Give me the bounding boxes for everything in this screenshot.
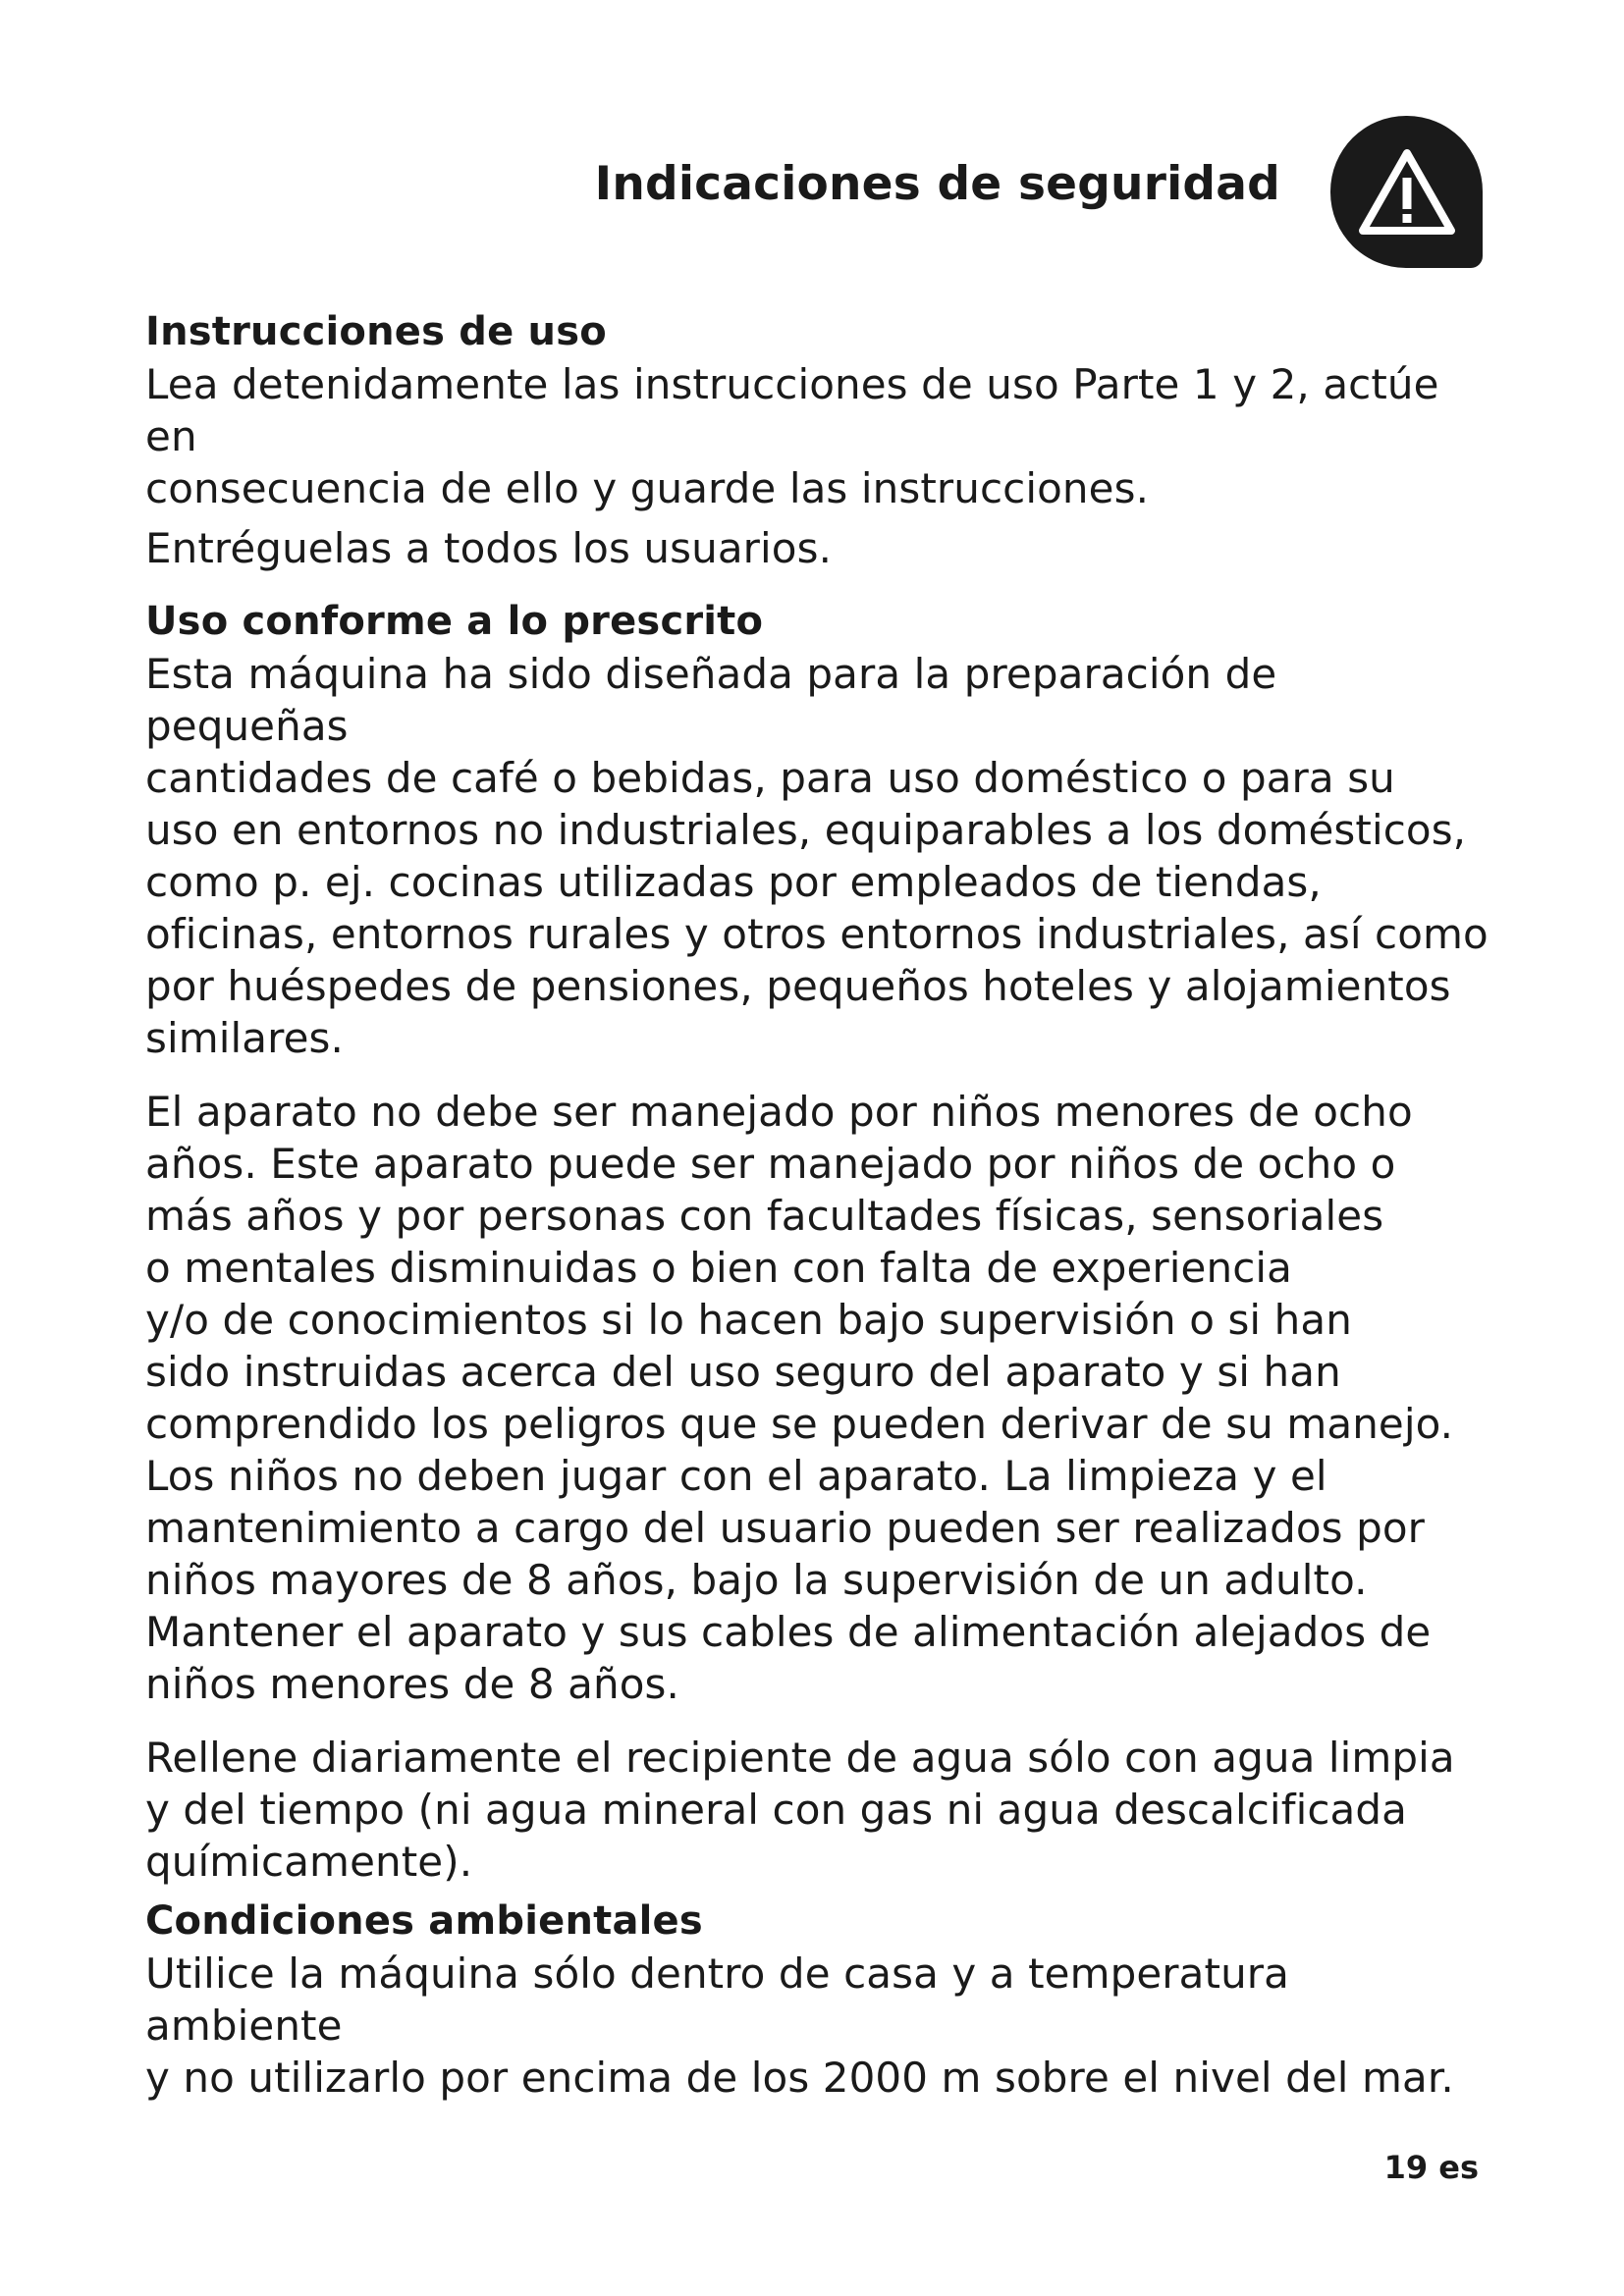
warning-triangle-icon xyxy=(1358,148,1456,237)
text-line: Entréguelas a todos los usuarios. xyxy=(145,524,833,572)
section-heading: Uso conforme a lo prescrito xyxy=(145,599,764,644)
text-line: años. Este aparato puede ser manejado por niños de ocho o xyxy=(145,1140,1396,1188)
text-line: niños mayores de 8 años, bajo la supervisión de un adulto. xyxy=(145,1556,1368,1604)
body-paragraph xyxy=(145,1732,1490,1888)
section-instrucciones-de-uso xyxy=(145,306,1490,574)
text-line: como p. ej. cocinas utilizadas por empleados de tiendas, xyxy=(145,858,1322,906)
text-line: Los niños no deben jugar con el aparato. La limpieza y el xyxy=(145,1452,1327,1500)
body-text xyxy=(145,1948,1490,2104)
page-number: 19 es xyxy=(1383,2149,1479,2186)
text-line: El aparato no debe ser manejado por niños menores de ocho xyxy=(145,1088,1413,1136)
page-title: Indicaciones de seguridad xyxy=(594,157,1280,211)
text-line: Lea detenidamente las instrucciones de uso Parte 1 y 2, actúe en xyxy=(145,360,1439,460)
text-line: niños menores de 8 años. xyxy=(145,1660,679,1708)
section-heading: Condiciones ambientales xyxy=(145,1898,703,1944)
text-line: Rellene diariamente el recipiente de agua sólo con agua limpia xyxy=(145,1734,1455,1782)
text-line: comprendido los peligros que se pueden derivar de su manejo. xyxy=(145,1400,1454,1448)
text-line: y no utilizarlo por encima de los 2000 m sobre el nivel del mar. xyxy=(145,2054,1454,2102)
text-line: químicamente). xyxy=(145,1838,473,1886)
text-line: cantidades de café o bebidas, para uso doméstico o para su xyxy=(145,754,1395,802)
body-paragraph xyxy=(145,648,1490,1064)
body-paragraph xyxy=(145,1086,1490,1710)
body-text xyxy=(145,358,1490,514)
text-line: mantenimiento a cargo del usuario pueden ser realizados por xyxy=(145,1504,1426,1552)
body-text xyxy=(145,522,1490,574)
text-line: consecuencia de ello y guarde las instrucciones. xyxy=(145,464,1150,512)
text-line: uso en entornos no industriales, equiparables a los domésticos, xyxy=(145,806,1467,854)
warning-badge xyxy=(1330,116,1483,268)
text-line: o mentales disminuidas o bien con falta de experiencia xyxy=(145,1244,1292,1292)
text-line: Utilice la máquina sólo dentro de casa y a temperatura ambiente xyxy=(145,1949,1289,2050)
section-condiciones-ambientales xyxy=(145,1896,1490,2104)
text-line: similares. xyxy=(145,1014,344,1062)
page-content xyxy=(145,306,1490,2104)
text-line: y del tiempo (ni agua mineral con gas ni agua descalcificada xyxy=(145,1786,1407,1834)
page-header xyxy=(145,116,1483,273)
section-heading: Instrucciones de uso xyxy=(145,309,607,354)
text-line: sido instruidas acerca del uso seguro del aparato y si han xyxy=(145,1348,1341,1396)
text-line: y/o de conocimientos si lo hacen bajo supervisión o si han xyxy=(145,1296,1352,1344)
text-line: oficinas, entornos rurales y otros entornos industriales, así como xyxy=(145,910,1489,958)
section-uso-conforme xyxy=(145,596,1490,1888)
text-line: por huéspedes de pensiones, pequeños hoteles y alojamientos xyxy=(145,962,1451,1010)
text-line: Esta máquina ha sido diseñada para la preparación de pequeñas xyxy=(145,650,1277,750)
text-line: Mantener el aparato y sus cables de alimentación alejados de xyxy=(145,1608,1432,1656)
text-line: más años y por personas con facultades físicas, sensoriales xyxy=(145,1192,1384,1240)
